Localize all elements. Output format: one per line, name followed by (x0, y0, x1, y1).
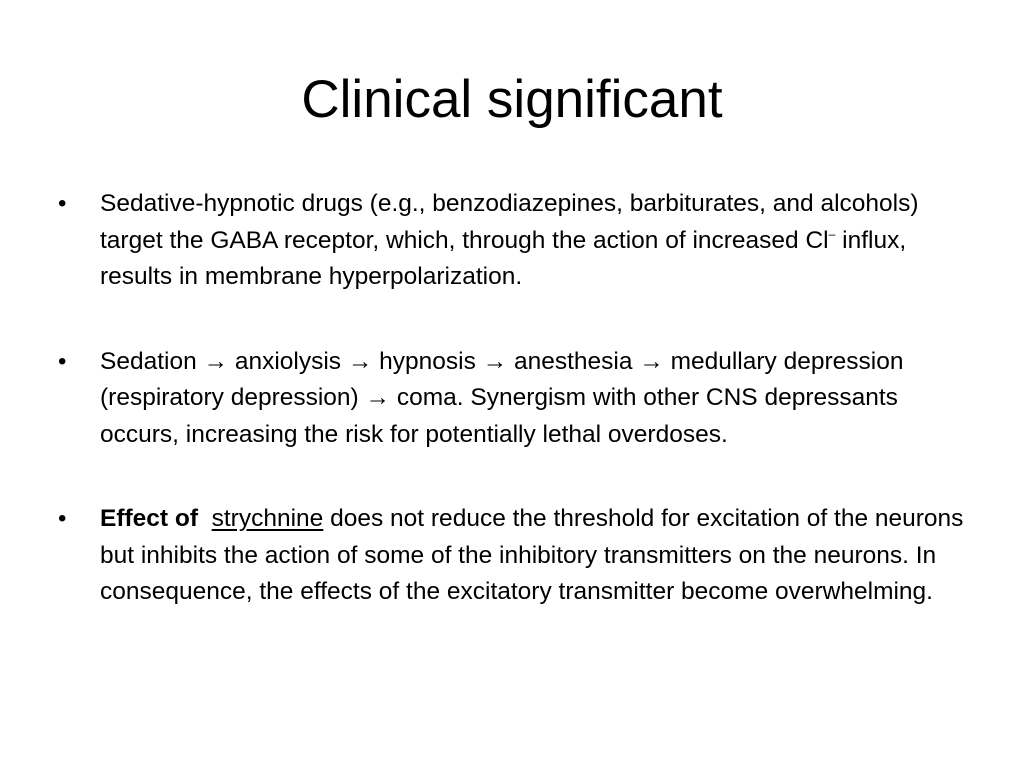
bullet-item-strychnine (58, 501, 968, 611)
bullet-text-strychnine: does not reduce the threshold for excitation of the neurons but inhibits the action of some of the inhibitory transmitters on the neurons. In consequence, the effects of the excitatory transmitter become overwhelming. (100, 505, 964, 605)
bullet-text-gaba-part2: influx, results in membrane hyperpolarization. (100, 226, 907, 290)
bullet-list (58, 186, 968, 611)
bullet-text-gaba-part1: Sedative-hypnotic drugs (e.g., benzodiazepines, barbiturates, and alcohols) target the GABA receptor, which, through the action of increased Cl (100, 190, 919, 254)
bullet-item-sedation (58, 344, 968, 454)
bullet-lead-effect-of: Effect of (100, 505, 198, 532)
bullet-text-sedation: Sedation → anxiolysis → hypnosis → anesthesia → medullary depression (respiratory depression) → coma. Synergism with other CNS depressants occurs, increasing the risk for potentially lethal overdoses. (100, 347, 904, 448)
bullet-icon: • (58, 347, 67, 375)
bullet-icon: • (58, 505, 67, 532)
slide-title: Clinical significant (301, 70, 723, 129)
strychnine-term: strychnine (211, 505, 324, 532)
bullet-icon: • (58, 190, 67, 217)
chloride-charge-superscript: – (828, 226, 836, 241)
bullet-item-gaba (58, 186, 968, 296)
